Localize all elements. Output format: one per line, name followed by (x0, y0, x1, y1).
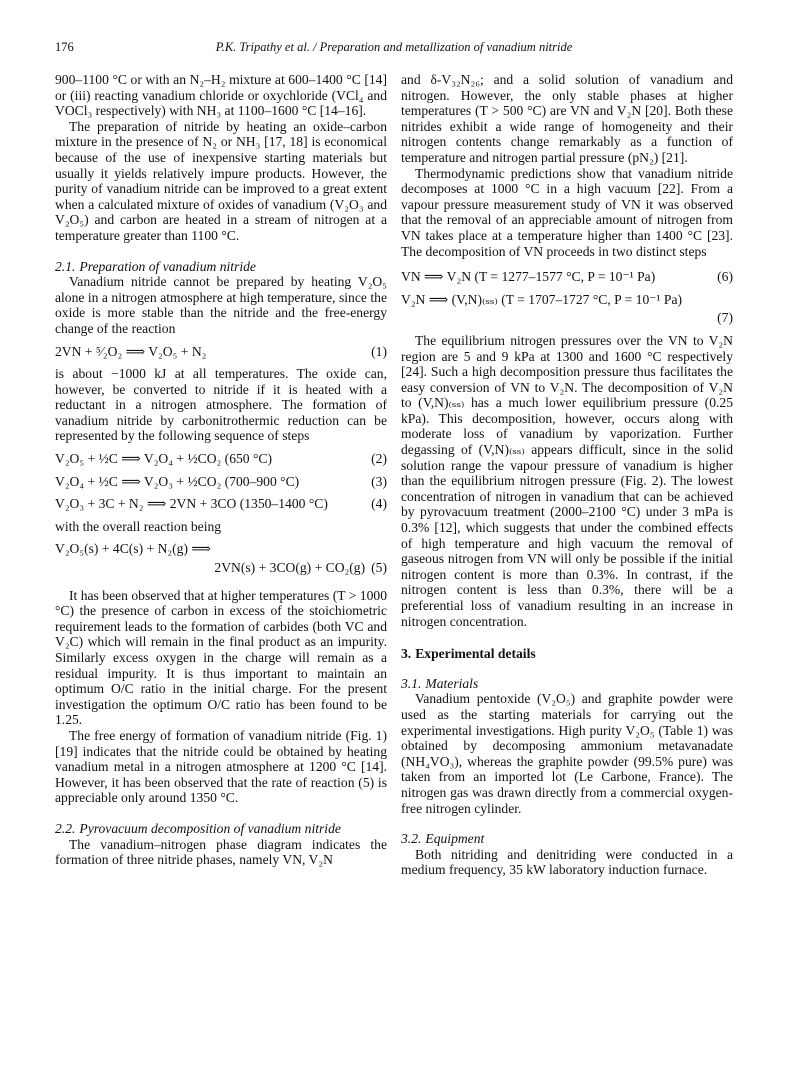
page-number: 176 (55, 40, 74, 54)
section-title: Materials (425, 675, 479, 691)
paragraph: The vanadium–nitrogen phase diagram indicates the formation of three nitride phases, namely VN, V₂N (55, 836, 387, 868)
section-title: Equipment (425, 831, 485, 847)
equation-4 (55, 496, 387, 512)
section-heading-3 (401, 646, 733, 662)
running-title: P.K. Tripathy et al. / Preparation and metallization of vanadium nitride (215, 40, 573, 54)
equation-3 (55, 474, 387, 490)
equation-number: (3) (371, 473, 387, 489)
equation-number: (1) (371, 343, 387, 359)
paragraph: Thermodynamic predictions show that vanadium nitride decomposes at 1000 °C in a high vacuum [22]. From a vapour pressure measurement study of VN it was observed that the removal of an appreciable amount of nitrogen from VN takes place at a temperature higher than 1400 °C [23]. The decomposition of VN proceeds in two distinct steps (401, 165, 733, 259)
section-number: 2.1. (55, 258, 76, 274)
paragraph: It has been observed that at higher temperatures (T > 1000 °C) the presence of carbon in excess of the stoichiometric requirement leads to the formation of carbides (both VC and V₂C) which will remain in the final product as an impurity. Similarly excess oxygen in the charge will remain as a residual impurity. It is thus important to maintain an optimum O/C ratio in the initial charge. For the present investigation the optimum O/C ratio has been found to be 1.25. (55, 587, 387, 728)
equation-number: (6) (717, 269, 733, 285)
left-column (55, 72, 387, 868)
section-title: Pyrovacuum decomposition of vanadium nitride (79, 820, 341, 836)
equation-number: (7) (717, 310, 733, 326)
section-title: Experimental details (415, 646, 536, 662)
equation-text: V₂O₅ + ½C ⟹ V₂O₄ + ½CO₂ (650 °C) (55, 451, 273, 467)
equation-text: 2VN + ⁵⁄₂O₂ ⟹ V₂O₅ + N₂ (55, 343, 207, 359)
equation-text: VN ⟹ V₂N (T = 1277–1577 °C, P = 10⁻¹ Pa) (401, 269, 656, 285)
section-number: 3.1. (401, 675, 422, 691)
section-number: 3. (401, 646, 412, 662)
paragraph: Vanadium pentoxide (V₂O₅) and graphite powder were used as the starting materials for carrying out the experimental investigations. High purity V₂O₅ (Table 1) was obtained by decomposing ammonium metavanadate (NH₄VO₃), whereas the graphite powder (99.5% pure) was taken from an imported lot (Le Carbone, France). The nitrogen gas was drawn directly from a commercial oxygen-free nitrogen cylinder. (401, 691, 733, 816)
section-title: Preparation of vanadium nitride (79, 258, 256, 274)
running-header (55, 40, 733, 60)
paragraph: The equilibrium nitrogen pressures over the VN to V₂N region are 5 and 9 kPa at 1300 and 1600 °C respectively [24]. Such a high decomposition pressure thus facilitates the easy conversion of VN to V₂N. The decomposition of V₂N to (V,N)₍ₛₛ₎ has a much lower equilibrium pressure (0.25 kPa). This decomposition, however, occurs along with moderate loss of vanadium by vaporization. Further degassing of (V,N)₍ₛₛ₎ appears difficult, since in the solid solution range the vapour pressure of vanadium is higher than the equilibrium nitrogen pressure (Fig. 2). The lowest concentration of nitrogen in vanadium that can be achieved by pyrovacuum treatment (2000–2100 °C) under 3 mPa is 0.3% [12], which suggests that under the combined effects of high temperature and high vacuum the removal of gaseous nitrogen from VN will only be possible if the initial nitrogen content is more than 0.3%. In contrast, if the nitrogen content is less than 0.3%, there will be a preferential loss of vanadium resulting in an increase in nitrogen concentration. (401, 332, 733, 629)
equation-7-number-line (401, 310, 733, 326)
equation-number: (5) (371, 560, 387, 576)
paragraph: The free energy of formation of vanadium nitride (Fig. 1) [19] indicates that the nitride could be obtained by heating vanadium metal in a nitrogen atmosphere at 1200 °C [14]. However, it has been observed that the rate of reaction (5) is appreciable only around 1350 °C. (55, 727, 387, 806)
equation-5-line-1 (55, 541, 387, 557)
section-heading-2-2 (55, 821, 387, 837)
paragraph: Both nitriding and denitriding were conducted in a medium frequency, 35 kW laboratory induction furnace. (401, 846, 733, 878)
equation-number: (2) (371, 451, 387, 467)
section-heading-3-2 (401, 831, 733, 847)
equation-text: V₂O₄ + ½C ⟹ V₂O₃ + ½CO₂ (700–900 °C) (55, 473, 300, 489)
paragraph: is about −1000 kJ at all temperatures. The oxide can, however, be converted to nitride if it is heated with a reductant in a nitrogen atmosphere. The formation of vanadium nitride by carbonitrothermic reduction can be represented by the following sequence of steps (55, 366, 387, 444)
equation-1 (55, 344, 387, 360)
paragraph: Vanadium nitride cannot be prepared by heating V₂O₅ alone in a nitrogen atmosphere at high temperature, since the oxide is more stable than the nitride and the free-energy change of the reaction (55, 274, 387, 336)
equation-text: V₂N ⟹ (V,N)₍ₛₛ₎ (T = 1707–1727 °C, P = 10⁻¹ Pa) (401, 291, 683, 307)
paragraph: The preparation of nitride by heating an oxide–carbon mixture in the presence of N₂ or NH₃ [17, 18] is economical because of the use of inexpensive starting materials but usually it yields relatively impure products. However, the purity of vanadium nitride can be improved to a great extent when a calculated mixture of oxides of vanadium (V₂O₃ and V₂O₅) and carbon are heated in a stream of nitrogen at a temperature greater than 1100 °C. (55, 118, 387, 243)
equation-number: (4) (371, 496, 387, 512)
equation-7 (401, 292, 733, 308)
paragraph: and δ-V₃₂N₂₆; and a solid solution of vanadium and nitrogen. However, the only stable phases at higher temperatures (T > 500 °C) are VN and V₂N [20]. Both these nitrides exhibit a wide range of homogeneity and their nitrogen contents change remarkably as a function of temperature and nitrogen partial pressure (pN₂) [21]. (401, 72, 733, 165)
equation-text: V₂O₅(s) + 4C(s) + N₂(g) ⟹ (55, 541, 211, 557)
paragraph: 900–1100 °C or with an N₂–H₂ mixture at 600–1400 °C [14] or (iii) reacting vanadium chloride or oxychloride (VCl₄ and VOCl₃ respectively) with NH₃ at 1100–1600 °C [14–16]. (55, 72, 387, 119)
equation-text: V₂O₃ + 3C + N₂ ⟹ 2VN + 3CO (1350–1400 °C) (55, 496, 328, 512)
section-heading-3-1 (401, 676, 733, 692)
section-heading-2-1 (55, 259, 387, 275)
equation-5-line-2 (55, 560, 387, 576)
paragraph: with the overall reaction being (55, 518, 222, 534)
equation-6 (401, 269, 733, 285)
equation-2 (55, 451, 387, 467)
section-number: 2.2. (55, 820, 76, 836)
right-column (401, 72, 733, 878)
section-number: 3.2. (401, 831, 422, 847)
equation-text: 2VN(s) + 3CO(g) + CO₂(g) (214, 560, 366, 576)
